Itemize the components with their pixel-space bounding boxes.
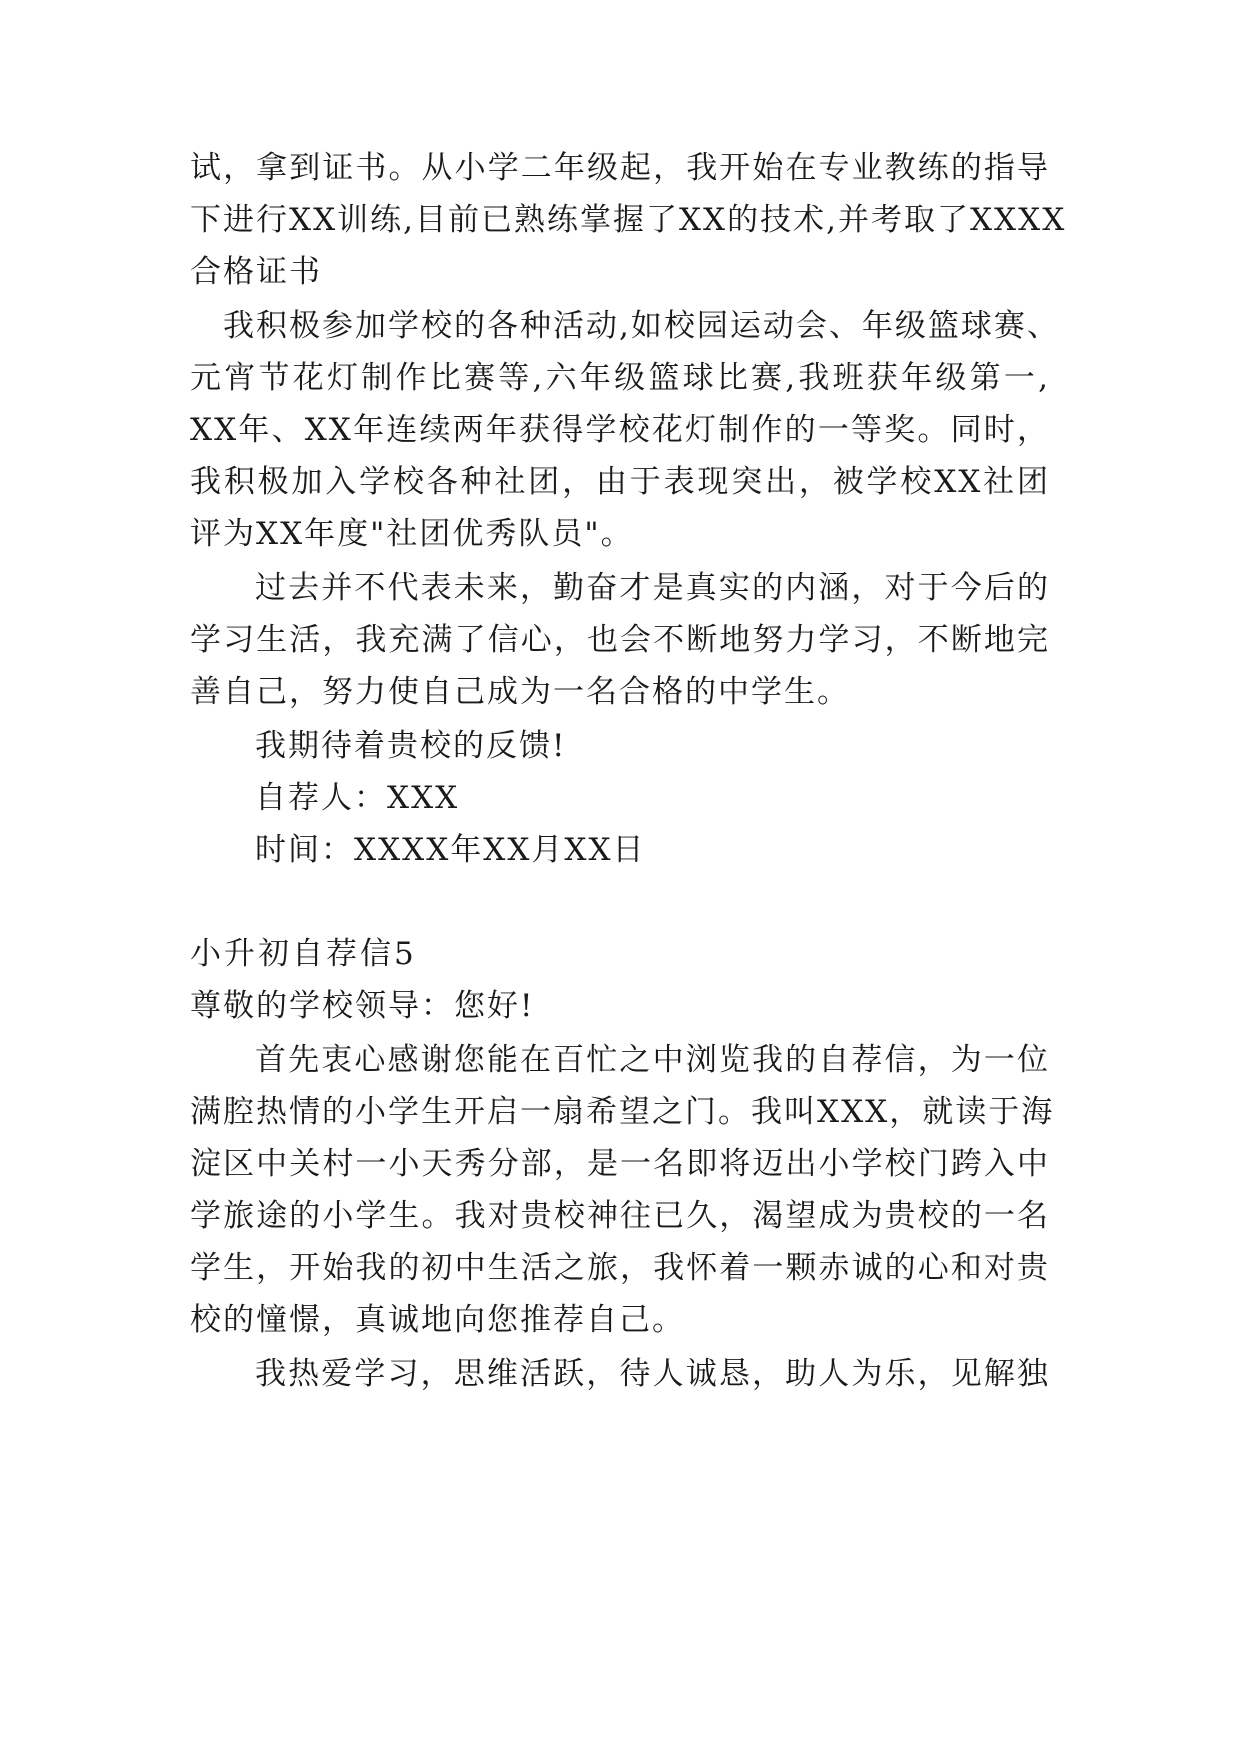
s5-p2-line-1: 我热爱学习，思维活跃，待人诚恳，助人为乐，见解独 <box>255 1356 1050 1392</box>
prev-p3-line-2: 学习生活，我充满了信心，也会不断地努力学习，不断地完 <box>190 622 1050 658</box>
s5-p1-line-5: 学生，开始我的初中生活之旅，我怀着一颗赤诚的心和对贵 <box>190 1250 1050 1286</box>
s5-p1-line-4: 学旅途的小学生。我对贵校神往已久，渴望成为贵校的一名 <box>190 1198 1050 1234</box>
closing-line: 我期待着贵校的反馈! <box>255 728 567 764</box>
s5-p1-line-6: 校的憧憬，真诚地向您推荐自己。 <box>190 1302 685 1338</box>
prev-p2-line-3: XX年、XX年连续两年获得学校花灯制作的一等奖。同时， <box>190 412 1050 448</box>
signature-line: 自荐人：XXX <box>255 780 460 816</box>
prev-p2-line-5: 评为XX年度"社团优秀队员"。 <box>190 516 634 552</box>
prev-p2-line-4: 我积极加入学校各种社团，由于表现突出，被学校XX社团 <box>190 464 1050 500</box>
prev-p3-line-1: 过去并不代表未来，勤奋才是真实的内涵，对于今后的 <box>255 570 1050 606</box>
prev-p2-line-1: 我积极参加学校的各种活动,如校园运动会、年级篮球赛、 <box>223 308 1060 344</box>
prev-p1-line-1: 试，拿到证书。从小学二年级起，我开始在专业教练的指导 <box>190 150 1050 186</box>
s5-p1-line-1: 首先衷心感谢您能在百忙之中浏览我的自荐信，为一位 <box>255 1042 1050 1078</box>
prev-p1-line-2: 下进行XX训练,目前已熟练掌握了XX的技术,并考取了XXXX <box>190 202 1067 238</box>
date-line: 时间：XXXX年XX月XX日 <box>255 832 646 868</box>
prev-p3-line-3: 善自己，努力使自己成为一名合格的中学生。 <box>190 674 850 710</box>
salutation: 尊敬的学校领导：您好! <box>190 988 535 1024</box>
section-title: 小升初自荐信5 <box>190 936 417 972</box>
prev-p1-line-3: 合格证书 <box>190 254 322 290</box>
prev-p2-line-2: 元宵节花灯制作比赛等,六年级篮球比赛,我班获年级第一, <box>190 360 1050 396</box>
s5-p1-line-2: 满腔热情的小学生开启一扇希望之门。我叫XXX，就读于海 <box>190 1094 1055 1130</box>
s5-p1-line-3: 淀区中关村一小天秀分部，是一名即将迈出小学校门跨入中 <box>190 1146 1050 1182</box>
